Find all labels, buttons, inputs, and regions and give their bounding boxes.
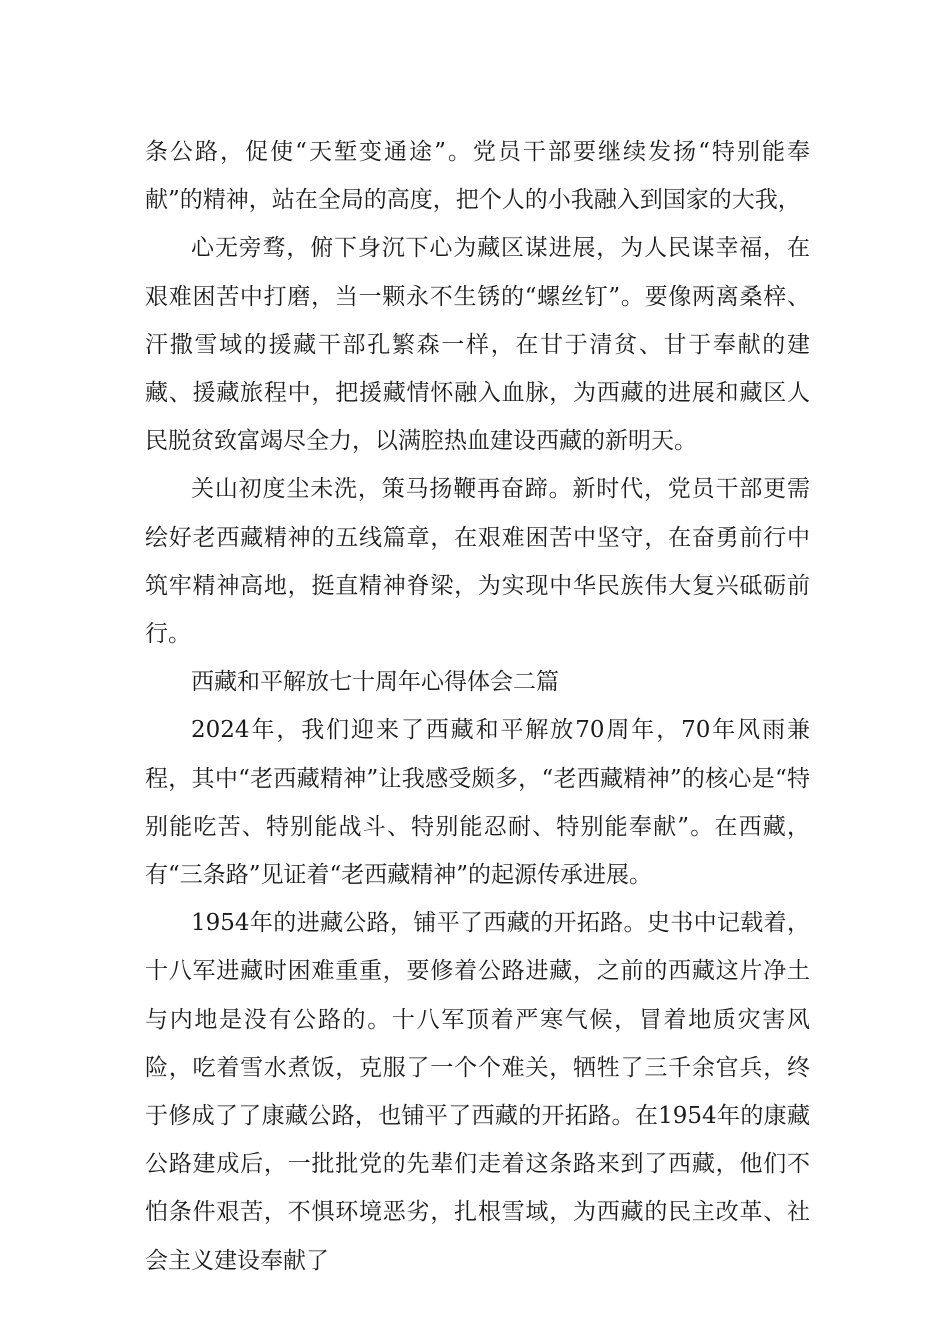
paragraph-body: 2024年，我们迎来了西藏和平解放70周年，70年风雨兼程，其中“老西藏精神”让我感受颇多，“老西藏精神”的核心是“特别能吃苦、特别能战斗、特别能忍耐、特别能奉献”。在西藏，有“三条路”见证着“老西藏精神”的起源传承进展。 — [145, 717, 810, 889]
paragraph-body: 关山初度尘未洗，策马扬鞭再奋蹄。新时代，党员干部更需绘好老西藏精神的五线篇章，在艰难困苦中坚守，在奋勇前行中筑牢精神高地，挺直精神脊梁，为实现中华民族伟大复兴砥砺前行。 — [145, 476, 810, 648]
paragraph-body: 1954年的进藏公路，铺平了西藏的开拓路。史书中记载着，十八军进藏时困难重重，要修着公路进藏，之前的西藏这片净土与内地是没有公路的。十八军顶着严寒气候，冒着地质灾害风险，吃着雪水煮饭，克服了一个个难关，牺牲了三千余官兵，终于修成了了康藏公路，也铺平了西藏的开拓路。在1954年的康藏公路建成后，一批批党的先辈们走着这条路来到了西藏，他们不怕条件艰苦，不惧环境恶劣，扎根雪域，为西藏的民主改革、社会主义建设奉献了 — [145, 910, 810, 1274]
section-title: 西藏和平解放七十周年心得体会二篇 — [191, 669, 559, 696]
paragraph-body: 心无旁骛，俯下身沉下心为藏区谋进展，为人民谋幸福，在艰难困苦中打磨，当一颗永不生锈的“螺丝钉”。要像两离桑梓、汗撒雪域的援藏干部孔繁森一样，在甘于清贫、甘于奉献的建藏、援藏旅程中，把援藏情怀融入血脉，为西藏的进展和藏区人民脱贫致富竭尽全力，以满腔热血建设西藏的新明天。 — [145, 235, 810, 455]
document-body — [145, 128, 810, 1285]
paragraph-continuation: 条公路，促使“天堑变通途”。党员干部要继续发扬“特别能奉献”的精神，站在全局的高度，把个人的小我融入到国家的大我， — [145, 139, 810, 214]
